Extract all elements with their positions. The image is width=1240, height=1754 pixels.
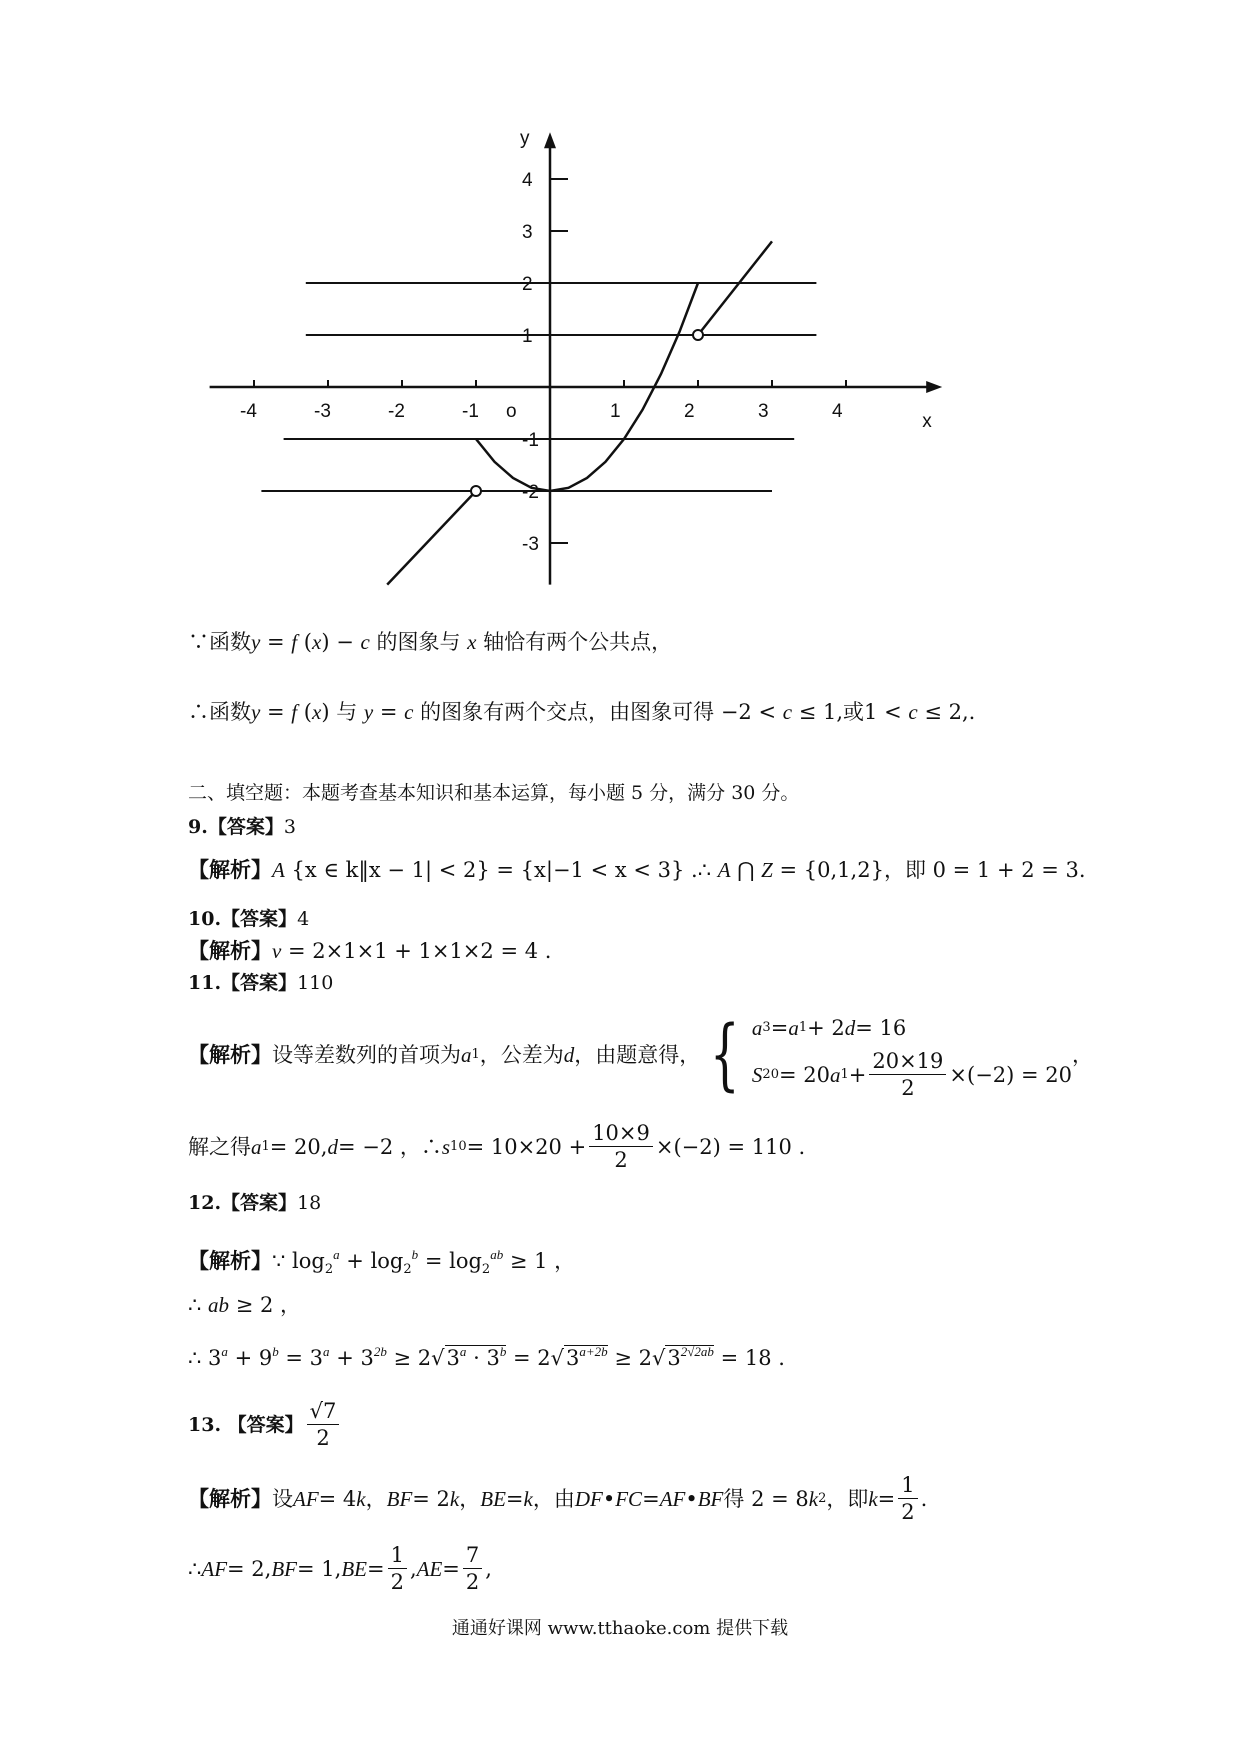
x-axis-arrow [926, 381, 942, 393]
x-tick-label: 2 [684, 401, 695, 422]
x-tick-label: 1 [610, 401, 621, 422]
q9-analysis: 【解析】A {x ∈ k‖x − 1| < 2} = {x|−1 < x < 3} .∴ A ⋂ Z = {0,1,2}，即 0 = 1 + 2 = 3. [188, 857, 1086, 882]
q11-analysis: 【解析】 设等差数列的首项为 a 1 ，公差为 d ，由题意得， { a 3 = a 1 + 2 d = 16 S 20 = 20 a 1 + $\frac{20\times 19}{2}$ ×(−2) = 20 ， [188, 1009, 1094, 1100]
function-curves [387, 241, 772, 584]
q12-analysis-2: ∴ ab ≥ 2 ， [188, 1293, 302, 1317]
open-point [471, 486, 481, 496]
function-segment [698, 241, 772, 335]
y-tick-label: 2 [522, 274, 533, 295]
section-heading: 二、填空题：本题考查基本知识和基本运算，每小题 5 分，满分 30 分。 [188, 782, 800, 804]
q13-analysis-2: ∴ AF = 2, BF = 1, BE = $\frac{1}{2}$ , AE = $\frac{7}{2}$ , [188, 1543, 492, 1594]
open-point [693, 330, 703, 340]
premise-line: ∵函数y = f (x) − c 的图象与 x 轴恰有两个公共点， [188, 630, 673, 654]
function-graph [180, 105, 960, 605]
q10-answer: 10.【答案】4 [188, 908, 310, 930]
origin-label: o [506, 401, 517, 422]
y-tick-label: 3 [522, 222, 533, 243]
q12-analysis-3: ∴ $3^a + 9^b = 3^a + 3^{2b} \ge 2√3^a \cdot 3^b = 2√3^{a+2b} \ge 2√3^{2√2ab} = 18$ . [188, 1344, 785, 1370]
conclusion-line: ∴函数y = f (x) 与 y = c 的图象有两个交点，由图象可得 −2 < c ≤ 1,或1 < c ≤ 2,. [188, 700, 976, 724]
q11-answer: 11.【答案】110 [188, 972, 334, 994]
x-tick-label: 4 [832, 401, 843, 422]
y-tick-label: -3 [522, 534, 539, 555]
y-axis-label: y [520, 128, 530, 150]
system-row-2: S 20 = 20 a 1 + $\frac{20\times 19}{2}$ ×(−2) = 20 [751, 1049, 1073, 1100]
y-tick-label: 1 [522, 326, 533, 347]
axes [210, 128, 943, 584]
x-axis-label: x [922, 411, 932, 432]
x-tick-label: -4 [240, 401, 257, 422]
system-row-1: a 3 = a 1 + 2 d = 16 [751, 1016, 907, 1040]
y-tick-label: -2 [522, 482, 539, 503]
x-tick-label: -2 [388, 401, 405, 422]
y-axis-arrow [544, 132, 556, 148]
x-tick-label: 3 [758, 401, 769, 422]
y-tick-label: 4 [522, 170, 533, 191]
q12-answer: 12.【答案】18 [188, 1192, 322, 1214]
equation-system: { a 3 = a 1 + 2 d = 16 S 20 = 20 a 1 + $\frac{20\times 19}{2}$ ×(−2) = 20 [710, 1009, 1073, 1100]
q10-analysis: 【解析】v = 2×1×1 + 1×1×2 = 4 . [188, 938, 552, 963]
function-segment [387, 491, 476, 585]
q13-analysis-1: 【解析】 设 AF = 4 k ， BF = 2 k ， BE = k ，由 DF • FC = AF • BF 得 2 = 8 k 2 ，即 k = $\frac{1}{2}$ . [188, 1473, 928, 1524]
y-tick-label: -1 [522, 430, 539, 451]
q12-analysis-1: 【解析】∵ $\log_2^a + \log_2^b = \log_2^{ab} \ge 1$ ， [188, 1247, 576, 1277]
x-tick-label: -1 [462, 401, 479, 422]
q9-answer: 9.【答案】3 [188, 816, 296, 838]
q11-solution: 解之得 a 1 = 20, d = −2 ，∴ s 10 = 10×20 + $\frac{10\times 9}{2}$ ×(−2) = 110 . [188, 1121, 806, 1172]
axis-ticks [240, 170, 846, 555]
q13-answer: 13. 【答案】 $\frac{√7}{2}$ [188, 1398, 342, 1451]
x-tick-label: -3 [314, 401, 331, 422]
footer-watermark: 通通好课网 www.tthaoke.com 提供下载 [451, 1618, 789, 1639]
